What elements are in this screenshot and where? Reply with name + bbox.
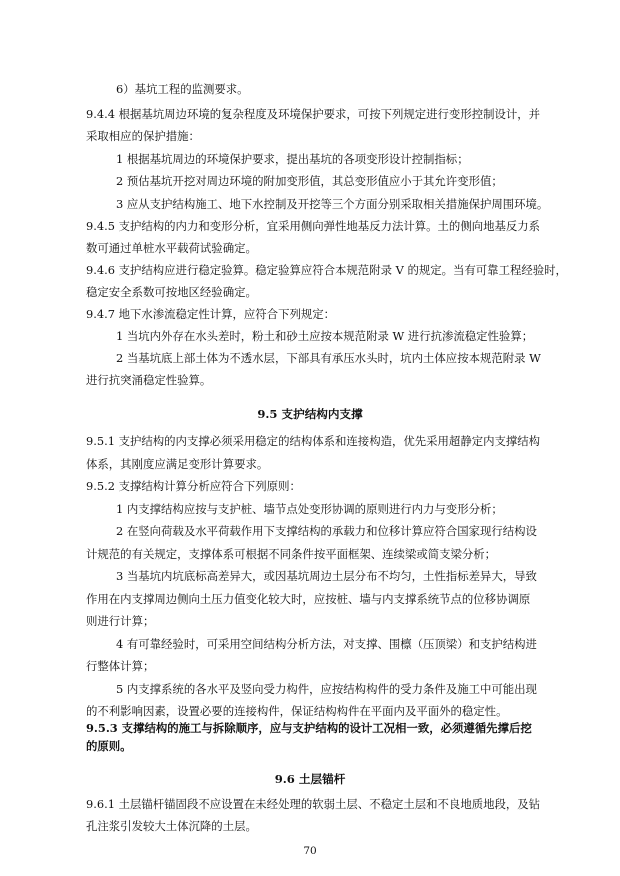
text-line: 9.4.5 支护结构的内力和变形分析，宜采用侧向弹性地基反力法计算。土的侧向地基反力系 (86, 219, 541, 233)
text-line: 6）基坑工程的监测要求。 (116, 82, 249, 96)
text-line: 体系，其刚度应满足变形计算要求。 (86, 457, 269, 471)
text-line: 9.6.1 土层锚杆锚固段不应设置在未经处理的软弱土层、不稳定土层和不良地质地段，及钻 (86, 797, 541, 811)
text-line-bold: 9.5.3 支撑结构的施工与拆除顺序，应与支护结构的设计工况相一致，必须遵循先撑后挖 (86, 721, 532, 735)
text-line: 3 应从支护结构施工、地下水控制及开挖等三个方面分别采取相关措施保护周围环境。 (116, 197, 549, 211)
text-line: 2 在竖向荷载及水平荷载作用下支撑结构的承载力和位移计算应符合国家现行结构设 (116, 524, 537, 538)
text-line: 孔注浆引发较大土体沉降的土层。 (86, 819, 257, 833)
text-line: 1 根据基坑周边的环境保护要求，提出基坑的各项变形设计控制指标； (116, 152, 469, 166)
text-line: 则进行计算； (86, 614, 155, 628)
text-line: 稳定安全系数可按地区经验确定。 (86, 285, 257, 299)
text-line: 的不利影响因素，设置必要的连接构件，保证结构构件在平面内及平面外的稳定性。 (86, 704, 508, 718)
text-line: 作用在内支撑周边侧向土压力值变化较大时，应按桩、墙与内支撑系统节点的位移协调原 (86, 592, 531, 606)
text-line: 9.5.2 支撑结构计算分析应符合下列原则： (86, 479, 301, 493)
text-line: 采取相应的保护措施： (86, 129, 200, 143)
text-line: 4 有可靠经验时，可采用空间结构分析方法，对支撑、围檩（压顶梁）和支护结构进 (116, 637, 537, 651)
text-line: 3 当基坑内坑底标高差异大，或因基坑周边土层分布不均匀，土性指标差异大，导致 (116, 569, 537, 583)
text-line: 1 当坑内外存在水头差时，粉土和砂土应按本规范附录 W 进行抗渗流稳定性验算； (116, 329, 534, 343)
text-line: 2 当基坑底上部土体为不透水层，下部具有承压水头时，坑内土体应按本规范附录 W (116, 351, 541, 365)
text-line: 5 内支撑系统的各水平及竖向受力构件，应按结构构件的受力条件及施工中可能出现 (116, 682, 537, 696)
text-line: 9.4.7 地下水渗流稳定性计算，应符合下列规定： (86, 307, 336, 321)
text-line: 2 预估基坑开挖对周边环境的附加变形值，其总变形值应小于其允许变形值； (116, 174, 503, 188)
text-line: 计规范的有关规定，支撑体系可根据不同条件按平面框架、连续梁或简支梁分析； (86, 547, 497, 561)
text-line: 行整体计算； (86, 659, 155, 673)
text-line: 9.5.1 支护结构的内支撑必须采用稳定的结构体系和连接构造，优先采用超静定内支撑结构 (86, 434, 541, 448)
section-heading-9-5: 9.5 支护结构内支撑 (257, 407, 363, 421)
section-heading-9-6: 9.6 土层锚杆 (274, 772, 346, 786)
text-line: 1 内支撑结构应按与支护桩、墙节点处变形协调的原则进行内力与变形分析； (116, 502, 503, 516)
text-line-bold: 的原则。 (86, 739, 132, 753)
text-line: 9.4.4 根据基坑周边环境的复杂程度及环境保护要求，可按下列规定进行变形控制设计，并 (86, 107, 541, 121)
text-line: 9.4.6 支护结构应进行稳定验算。稳定验算应符合本规范附录 V 的规定。当有可靠工程经验时， (86, 263, 567, 277)
page-number: 70 (303, 845, 317, 857)
text-line: 数可通过单桩水平载荷试验确定。 (86, 241, 257, 255)
text-line: 进行抗突涌稳定性验算。 (86, 373, 212, 387)
